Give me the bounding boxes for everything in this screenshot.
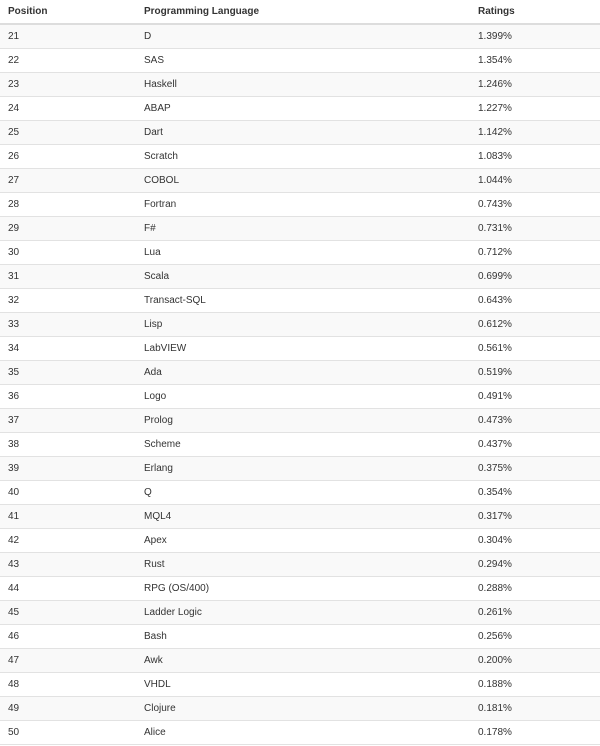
table-row [0,529,600,553]
position-cell: 50 [0,721,136,745]
position-cell: 30 [0,241,136,265]
language-cell: ABAP [136,97,470,121]
table-row [0,673,600,697]
language-cell: Alice [136,721,470,745]
position-cell: 33 [0,313,136,337]
rating-cell: 0.712% [470,241,600,265]
language-cell: MQL4 [136,505,470,529]
position-cell: 42 [0,529,136,553]
rating-cell: 0.699% [470,265,600,289]
rating-cell: 0.354% [470,481,600,505]
language-cell: Prolog [136,409,470,433]
table-row [0,49,600,73]
rating-cell: 1.246% [470,73,600,97]
table-row [0,241,600,265]
language-cell: Haskell [136,73,470,97]
table-row [0,337,600,361]
language-cell: COBOL [136,169,470,193]
table-row [0,97,600,121]
rating-cell: 1.227% [470,97,600,121]
rating-cell: 0.188% [470,673,600,697]
language-cell: Scheme [136,433,470,457]
position-cell: 43 [0,553,136,577]
position-cell: 40 [0,481,136,505]
rating-cell: 0.519% [470,361,600,385]
rating-cell: 0.317% [470,505,600,529]
table-row [0,265,600,289]
table-row [0,697,600,721]
language-cell: Ada [136,361,470,385]
rating-cell: 0.261% [470,601,600,625]
language-cell: D [136,24,470,49]
position-cell: 29 [0,217,136,241]
position-cell: 31 [0,265,136,289]
rating-cell: 0.304% [470,529,600,553]
position-cell: 41 [0,505,136,529]
table-row [0,457,600,481]
ratings-column-header: Ratings [470,0,600,24]
table-row [0,601,600,625]
position-cell: 23 [0,73,136,97]
header-row [0,0,600,24]
language-cell: Ladder Logic [136,601,470,625]
table-header [0,0,600,24]
table-row [0,217,600,241]
rating-cell: 0.178% [470,721,600,745]
table-row [0,577,600,601]
language-cell: RPG (OS/400) [136,577,470,601]
table-row [0,313,600,337]
position-cell: 27 [0,169,136,193]
language-cell: Scratch [136,145,470,169]
table-row [0,409,600,433]
table-row [0,145,600,169]
rating-cell: 0.731% [470,217,600,241]
position-column-header: Position [0,0,136,24]
language-cell: Apex [136,529,470,553]
table-row [0,505,600,529]
position-cell: 48 [0,673,136,697]
language-cell: VHDL [136,673,470,697]
rating-cell: 0.256% [470,625,600,649]
position-cell: 46 [0,625,136,649]
table-row [0,721,600,745]
position-cell: 22 [0,49,136,73]
table-row [0,553,600,577]
rating-cell: 0.294% [470,553,600,577]
position-cell: 25 [0,121,136,145]
rating-cell: 1.142% [470,121,600,145]
table-row [0,649,600,673]
table-row [0,169,600,193]
table-row [0,289,600,313]
rating-cell: 0.375% [470,457,600,481]
position-cell: 26 [0,145,136,169]
language-cell: Bash [136,625,470,649]
language-cell: Q [136,481,470,505]
language-cell: Transact-SQL [136,289,470,313]
position-cell: 39 [0,457,136,481]
table-row [0,481,600,505]
rating-cell: 0.643% [470,289,600,313]
language-cell: Fortran [136,193,470,217]
language-cell: Awk [136,649,470,673]
table-row [0,361,600,385]
table-row [0,385,600,409]
rating-cell: 0.437% [470,433,600,457]
rating-cell: 0.491% [470,385,600,409]
table-row [0,73,600,97]
language-cell: SAS [136,49,470,73]
rating-cell: 0.612% [470,313,600,337]
position-cell: 35 [0,361,136,385]
rating-cell: 0.473% [470,409,600,433]
position-cell: 49 [0,697,136,721]
language-cell: LabVIEW [136,337,470,361]
language-cell: Dart [136,121,470,145]
rating-cell: 0.200% [470,649,600,673]
position-cell: 44 [0,577,136,601]
position-cell: 28 [0,193,136,217]
position-cell: 38 [0,433,136,457]
language-column-header: Programming Language [136,0,470,24]
table-row [0,24,600,49]
rating-cell: 0.181% [470,697,600,721]
language-cell: Lua [136,241,470,265]
rating-cell: 0.288% [470,577,600,601]
position-cell: 21 [0,24,136,49]
table-row [0,121,600,145]
language-cell: Clojure [136,697,470,721]
language-cell: F# [136,217,470,241]
position-cell: 45 [0,601,136,625]
position-cell: 34 [0,337,136,361]
language-cell: Logo [136,385,470,409]
rating-cell: 0.561% [470,337,600,361]
table-row [0,625,600,649]
rating-cell: 1.354% [470,49,600,73]
table-row [0,433,600,457]
language-cell: Erlang [136,457,470,481]
position-cell: 36 [0,385,136,409]
rating-cell: 0.743% [470,193,600,217]
rating-cell: 1.083% [470,145,600,169]
position-cell: 32 [0,289,136,313]
table-body [0,24,600,745]
language-cell: Rust [136,553,470,577]
position-cell: 24 [0,97,136,121]
rating-cell: 1.399% [470,24,600,49]
language-cell: Scala [136,265,470,289]
position-cell: 37 [0,409,136,433]
language-cell: Lisp [136,313,470,337]
rating-cell: 1.044% [470,169,600,193]
position-cell: 47 [0,649,136,673]
table-row [0,193,600,217]
